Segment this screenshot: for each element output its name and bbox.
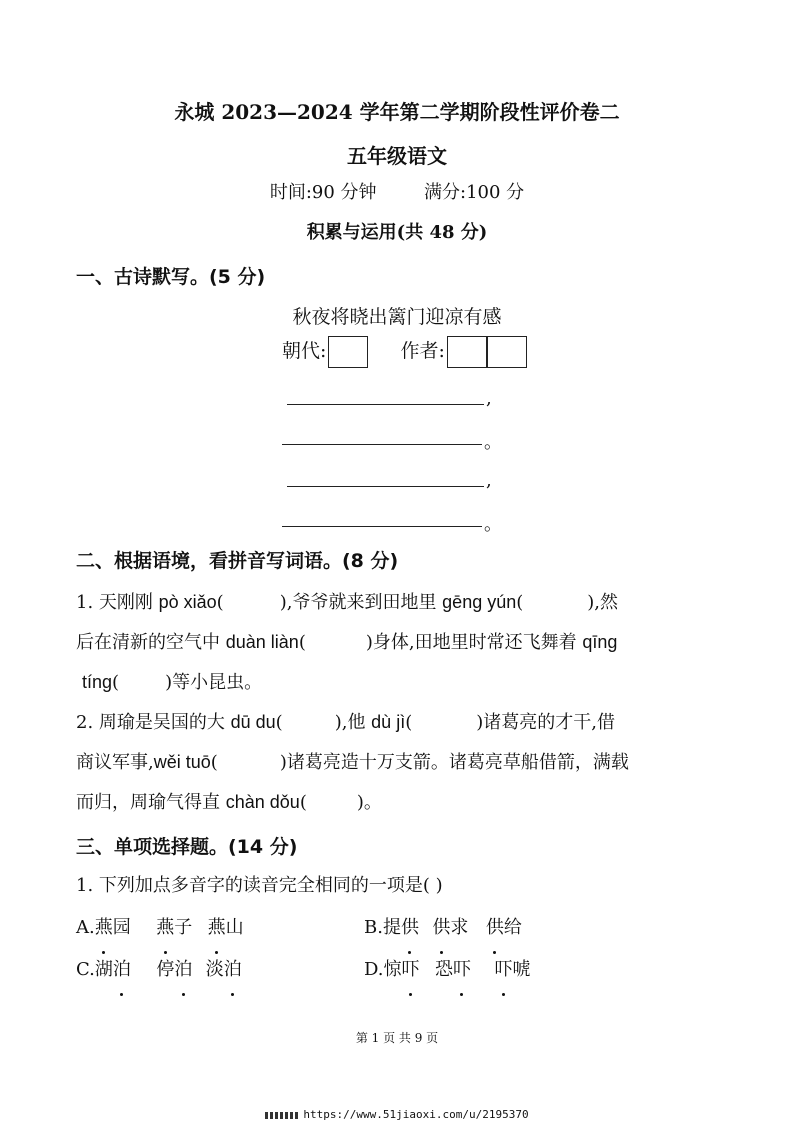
- poem-answer-line-4[interactable]: [282, 526, 482, 527]
- q2-1-line1: 1. 天刚刚 pò xiǎo( ),爷爷就来到田地里 gēng yún( ),然: [76, 592, 619, 613]
- page-number: 第 1 页 共 9 页: [355, 1031, 439, 1045]
- q2-1-line3: tíng( )等小昆虫。: [82, 672, 263, 693]
- pinyin-duan-lian: duàn liàn: [225, 632, 299, 652]
- author-label: 作者:: [400, 340, 445, 362]
- exam-time: 时间:90 分钟: [269, 182, 377, 203]
- pinyin-qing: qīng: [582, 632, 618, 652]
- poem-punct-3: ,: [486, 470, 492, 491]
- section2-heading: 二、根据语境，看拼音写词语。(8 分): [76, 550, 399, 572]
- q2-2-line1: 2. 周瑜是吴国的大 dū du( ),他 dù jì( )诸葛亮的才干,借: [76, 712, 615, 733]
- option-c[interactable]: C.湖泊 停泊 淡泊: [76, 950, 242, 990]
- q3-1-stem: 1. 下列加点多音字的读音完全相同的一项是( ): [76, 875, 443, 896]
- option-a[interactable]: A.燕 园 燕 子 燕 山: [76, 908, 244, 948]
- poem-punct-1: ,: [486, 388, 492, 409]
- pinyin-geng-yun: gēng yún: [442, 592, 517, 612]
- pinyin-po-xiao: pò xiǎo: [158, 592, 217, 612]
- dynasty-box[interactable]: [328, 336, 368, 368]
- option-d[interactable]: D.惊吓 恐吓 吓 唬: [364, 950, 530, 990]
- exam-title: 永城 2023—2024 学年第二学期阶段性评价卷二: [174, 100, 620, 124]
- pinyin-ting: tíng: [82, 672, 113, 692]
- pinyin-du-ji: dù jì: [371, 712, 406, 732]
- watermark: [0, 1108, 794, 1121]
- exam-score: 满分:100 分: [424, 182, 525, 203]
- option-b[interactable]: B.提供 供 求 供 给: [364, 908, 522, 948]
- section3-heading: 三、单项选择题。(14 分): [76, 836, 298, 858]
- watermark-url: https://www.51jiaoxi.com/u/2195370: [303, 1108, 529, 1121]
- poem-punct-4: 。: [484, 514, 502, 535]
- poem-answer-line-1[interactable]: [287, 404, 484, 405]
- poem-title: 秋夜将晓出篱门迎凉有感: [292, 306, 502, 328]
- part-title: 积累与运用(共 48 分): [306, 222, 488, 243]
- poem-meta-row: [282, 336, 527, 368]
- author-box-2[interactable]: [487, 336, 527, 368]
- section1-heading: 一、古诗默写。(5 分): [76, 266, 266, 288]
- q2-1-line2: 后在清新的空气中 duàn liàn( )身体,田地里时常还飞舞着 qīng: [76, 632, 618, 653]
- poem-punct-2: 。: [484, 432, 502, 453]
- poem-answer-line-2[interactable]: [282, 444, 482, 445]
- pinyin-wei-tuo: wěi tuō: [153, 752, 211, 772]
- dynasty-label: 朝代:: [282, 340, 327, 362]
- q2-2-line3: 而归，周瑜气得直 chàn dǒu( )。: [76, 792, 382, 813]
- author-box-1[interactable]: [447, 336, 487, 368]
- q2-2-line2: 商议军事,wěi tuō( )诸葛亮造十万支箭。诸葛亮草船借箭，满载: [76, 752, 629, 773]
- exam-meta: [0, 178, 794, 204]
- poem-answer-line-3[interactable]: [287, 486, 484, 487]
- pinyin-du-du: dū du: [230, 712, 276, 732]
- pinyin-chan-dou: chàn dǒu: [225, 792, 300, 812]
- watermark-logo-icon: [265, 1112, 299, 1119]
- exam-subtitle: 五年级语文: [347, 144, 447, 168]
